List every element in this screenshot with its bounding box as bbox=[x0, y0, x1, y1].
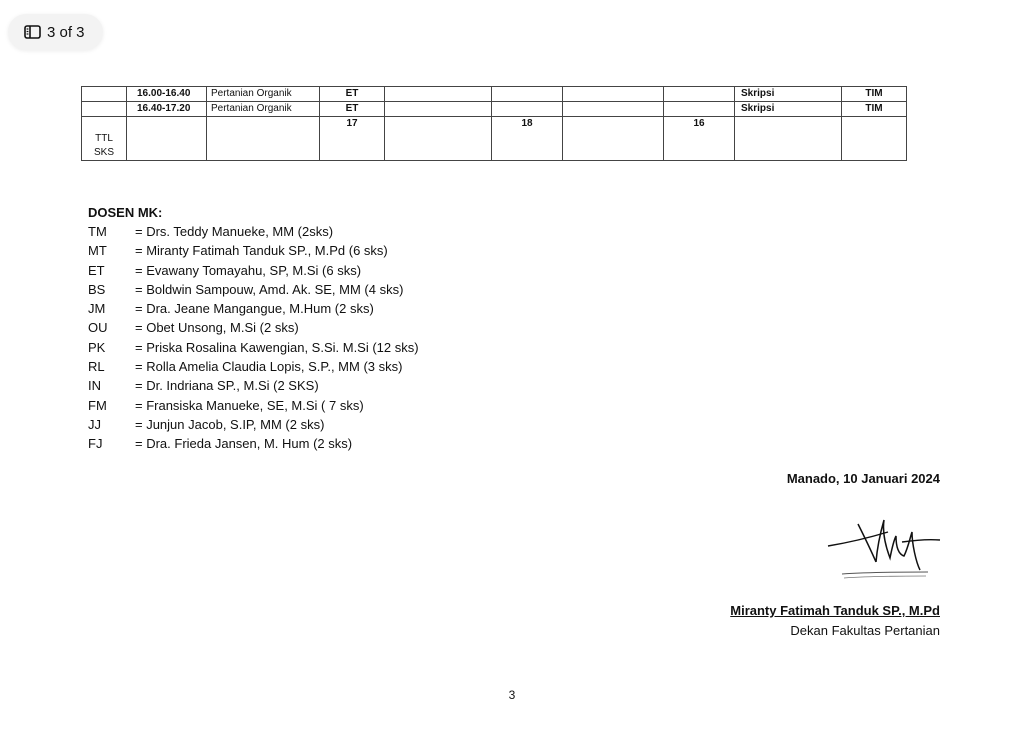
lecturer-row bbox=[88, 280, 419, 299]
signer-title: Dekan Fakultas Pertanian bbox=[790, 623, 940, 638]
place-date: Manado, 10 Januari 2024 bbox=[786, 471, 940, 486]
total-sks-row bbox=[82, 117, 907, 161]
lecturer-desc: = Rolla Amelia Claudia Lopis, S.P., MM (3 sks) bbox=[135, 359, 403, 375]
signer-name: Miranty Fatimah Tanduk SP., M.Pd bbox=[730, 603, 940, 618]
total-value-cell: 16 bbox=[664, 117, 735, 161]
lecturer-desc: = Dra. Jeane Mangangue, M.Hum (2 sks) bbox=[135, 301, 374, 317]
total-value-cell: 17 bbox=[320, 117, 385, 161]
lecturer-row bbox=[88, 357, 419, 376]
time-cell: 16.00-16.40 bbox=[127, 87, 207, 102]
lecturer-code: MT bbox=[88, 243, 107, 259]
lecturer-code: JM bbox=[88, 301, 106, 317]
lecturer-row bbox=[88, 222, 419, 241]
lecturer-desc: = Dra. Frieda Jansen, M. Hum (2 sks) bbox=[135, 436, 353, 452]
page-indicator-button[interactable] bbox=[8, 14, 103, 50]
lecturer-row bbox=[88, 434, 419, 453]
lecturer-code: PK bbox=[88, 339, 106, 355]
lecturer-desc: = Boldwin Sampouw, Amd. Ak. SE, MM (4 sks) bbox=[135, 281, 404, 297]
lecturer-code: FJ bbox=[88, 436, 103, 452]
lecturer-row bbox=[88, 415, 419, 434]
time-cell: 16.40-17.20 bbox=[127, 102, 207, 117]
lecturer-code: RL bbox=[88, 359, 105, 375]
lecturer-desc: = Junjun Jacob, S.IP, MM (2 sks) bbox=[135, 416, 325, 432]
lecturer-desc: = Miranty Fatimah Tanduk SP., M.Pd (6 sks) bbox=[135, 243, 388, 259]
course-cell: Pertanian Organik bbox=[207, 87, 320, 102]
course-cell: Pertanian Organik bbox=[207, 102, 320, 117]
team-cell: TIM bbox=[842, 87, 907, 102]
table-row bbox=[82, 87, 907, 102]
skripsi-cell: Skripsi bbox=[735, 87, 842, 102]
table-row bbox=[82, 102, 907, 117]
lecturer-row bbox=[88, 318, 419, 337]
lecturer-desc: = Evawany Tomayahu, SP, M.Si (6 sks) bbox=[135, 262, 362, 278]
lecturer-code: JJ bbox=[88, 416, 101, 432]
lecturer-code: BS bbox=[88, 281, 106, 297]
lecturer-desc: = Obet Unsong, M.Si (2 sks) bbox=[135, 320, 299, 336]
lecturer-code: TM bbox=[88, 224, 107, 239]
lecturer-row bbox=[88, 261, 419, 280]
signature-image bbox=[824, 512, 944, 582]
lecturer-code: OU bbox=[88, 320, 108, 336]
lecturer-code: IN bbox=[88, 378, 101, 394]
total-label-cell bbox=[82, 117, 127, 161]
total-value-cell: 18 bbox=[492, 117, 563, 161]
lecturer-desc: = Drs. Teddy Manueke, MM (2sks) bbox=[135, 224, 334, 239]
lecturer-code: ET bbox=[88, 262, 105, 278]
page-indicator-label: 3 of 3 bbox=[47, 23, 85, 41]
lecturer-rows bbox=[88, 222, 419, 454]
lecturer-row bbox=[88, 338, 419, 357]
lecturer-list bbox=[88, 203, 419, 454]
team-cell: TIM bbox=[842, 102, 907, 117]
lecturer-desc: = Fransiska Manueke, SE, M.Si ( 7 sks) bbox=[135, 397, 364, 413]
skripsi-cell: Skripsi bbox=[735, 102, 842, 117]
page-number: 3 bbox=[508, 688, 516, 702]
lecturer-row bbox=[88, 376, 419, 395]
lecturer-row bbox=[88, 241, 419, 260]
lecturer-code: FM bbox=[88, 397, 107, 413]
lecturer-list-heading: DOSEN MK: bbox=[88, 205, 163, 220]
total-label-line2: SKS bbox=[93, 147, 114, 158]
lecturer-desc: = Priska Rosalina Kawengian, S.Si. M.Si (12 sks) bbox=[135, 339, 419, 355]
lecturer-desc: = Dr. Indriana SP., M.Si (2 SKS) bbox=[135, 378, 319, 394]
schedule-table bbox=[81, 86, 907, 161]
lecturer-cell: ET bbox=[320, 102, 385, 117]
lecturer-cell: ET bbox=[320, 87, 385, 102]
total-label-line1: TTL bbox=[95, 133, 113, 144]
lecturer-row bbox=[88, 396, 419, 415]
sidebar-icon bbox=[24, 25, 41, 39]
lecturer-row bbox=[88, 299, 419, 318]
